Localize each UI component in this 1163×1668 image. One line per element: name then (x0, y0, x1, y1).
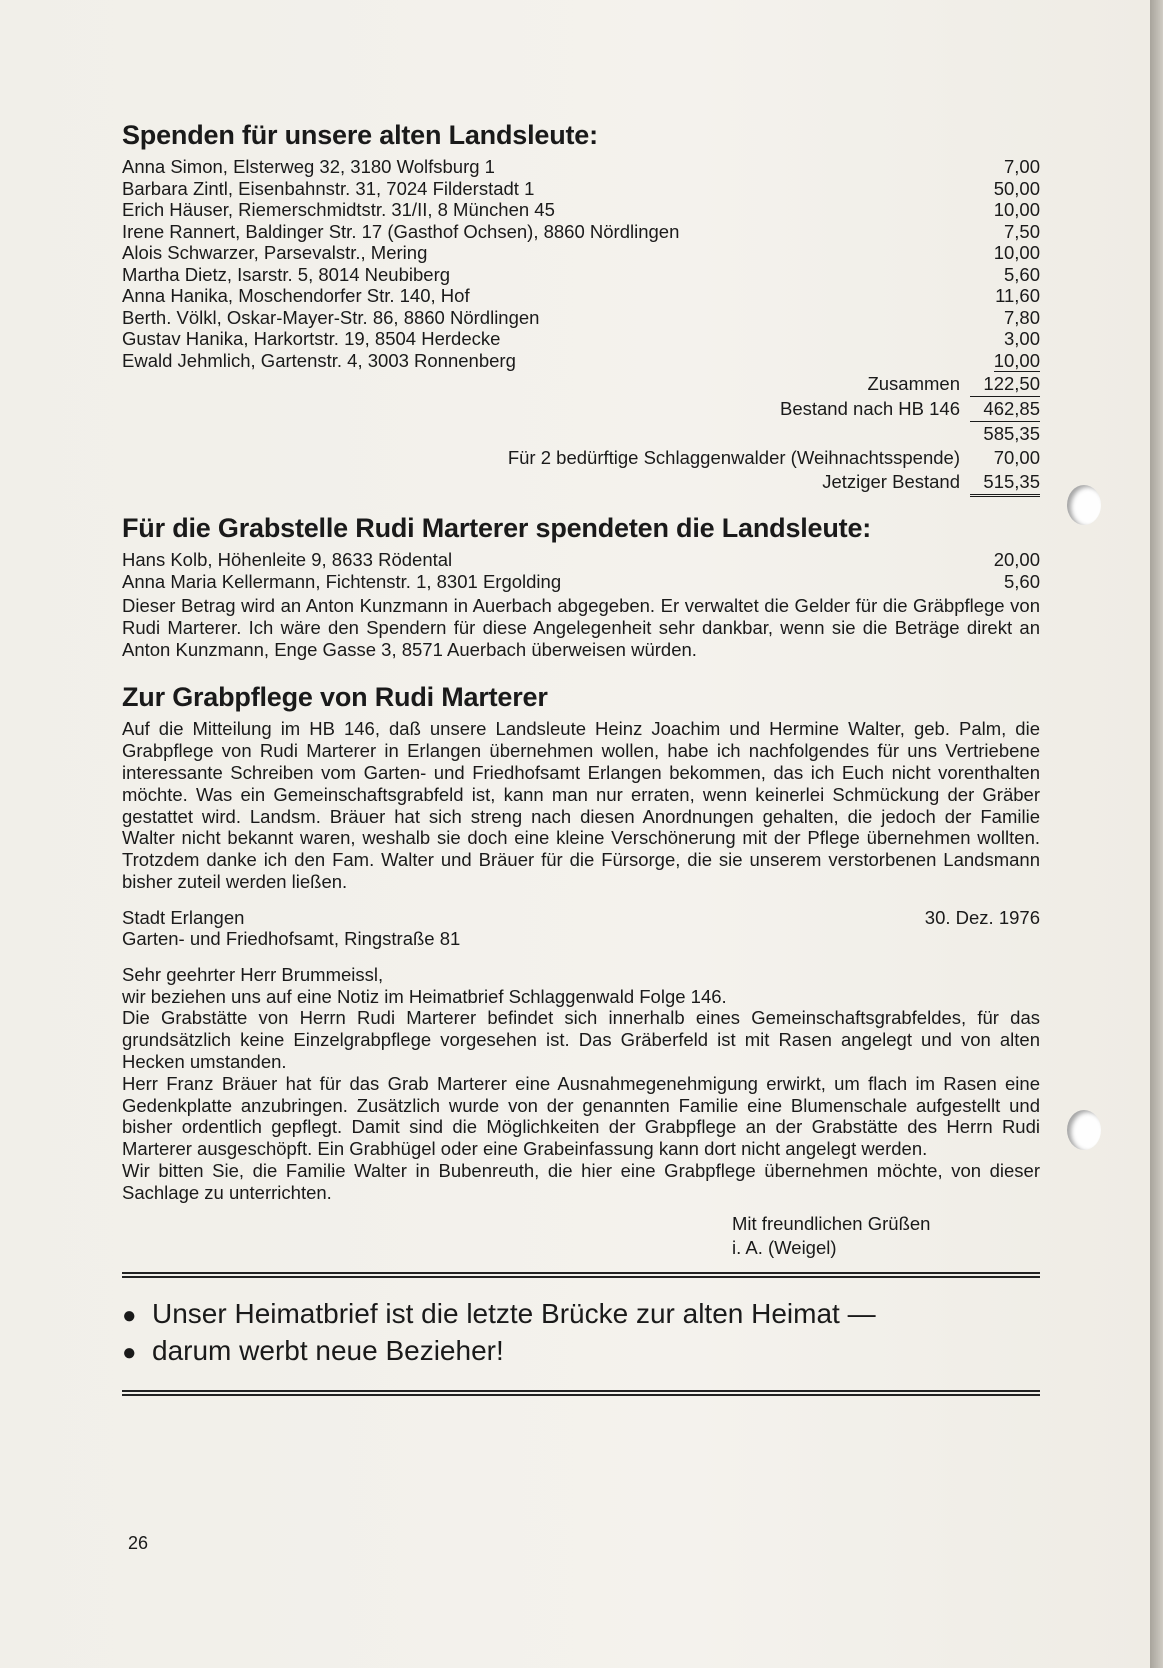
donation-row: Anna Simon, Elsterweg 32, 3180 Wolfsburg 1 7,00 (122, 156, 1040, 177)
letter-paragraph: Herr Franz Bräuer hat für das Grab Marterer eine Ausnahmegenehmigung erwirkt, um flach im Rasen eine Gedenkplatte anzubringen. Zusätzlich wurde von der genannten Familie eine Blumenschale aufgestellt und bisher ordentlich gepflegt. Damit sind die Möglichkeiten der Grabpflege an der Grabstätte des Herrn Rudi Marterer ausgeschöpft. Ein Grabhügel oder eine Grabeinfassung kann dort nicht angelegt werden. (122, 1072, 1040, 1160)
section2-text: Dieser Betrag wird an Anton Kunzmann in Auerbach abgegeben. Er verwaltet die Gelder für die Gräbpflege von Rudi Marterer. Ich wäre den Spendern für diese Angelegenheit sehr dankbar, wenn sie die Beträge direkt an Anton Kunzmann, Enge Gasse 3, 8571 Auerbach überweisen würden. (122, 595, 1040, 660)
letter-salutation: Sehr geehrter Herr Brummeissl, (122, 963, 384, 985)
subtotal-row: 585,35 (983, 423, 1040, 444)
donation-row: Gustav Hanika, Harkortstr. 19, 8504 Herdecke 3,00 (122, 328, 1040, 349)
page-content (122, 118, 1040, 1396)
donation-row: Berth. Völkl, Oskar-Mayer-Str. 86, 8860 Nördlingen 7,80 (122, 306, 1040, 328)
balance-row: Bestand nach HB 146 462,85 (122, 397, 1040, 422)
section2-title: Für die Grabstelle Rudi Marterer spendeten die Landsleute: (122, 513, 872, 543)
page-number: 26 (128, 1533, 149, 1553)
letter-paragraph: wir beziehen uns auf eine Notiz im Heimatbrief Schlaggenwald Folge 146. (122, 985, 727, 1007)
current-balance-row: Jetziger Bestand 515,35 (122, 470, 1040, 497)
slogan-line: ● Unser Heimatbrief ist die letzte Brücke zur alten Heimat — (122, 1296, 1040, 1333)
donation-row: Anna Maria Kellermann, Fichtenstr. 1, 8301 Ergolding 5,60 (122, 570, 1040, 592)
letter-paragraph: Wir bitten Sie, die Familie Walter in Bubenreuth, die hier eine Grabpflege übernehmen möchte, von dieser Sachlage zu unterrichten. (122, 1159, 1040, 1203)
section1-title: Spenden für unsere alten Landsleute: (122, 120, 598, 150)
donation-row: Hans Kolb, Höhenleite 9, 8633 Rödental 20,00 (122, 549, 1040, 570)
punch-hole (1067, 485, 1101, 525)
donation-row: Anna Hanika, Moschendorfer Str. 140, Hof 11,60 (122, 285, 1040, 306)
slogan-box (122, 1272, 1040, 1396)
donation-list-1 (122, 156, 1040, 372)
donation-row: Alois Schwarzer, Parsevalstr., Mering 10,00 (122, 242, 1040, 263)
letter-sender-address: Garten- und Friedhofsamt, Ringstraße 81 (122, 928, 461, 950)
donation-row: Barbara Zintl, Eisenbahnstr. 31, 7024 Filderstadt 1 50,00 (122, 177, 1040, 199)
divider (122, 1390, 1040, 1396)
donation-row: Irene Rannert, Baldinger Str. 17 (Gasthof Ochsen), 8860 Nördlingen 7,50 (122, 220, 1040, 242)
donation-row: Erich Häuser, Riemerschmidtstr. 31/II, 8 München 45 10,00 (122, 199, 1040, 220)
letter-closing: Mit freundlichen Grüßen i. A. (Weigel) (732, 1212, 931, 1258)
section3-intro: Auf die Mitteilung im HB 146, daß unsere Landsleute Heinz Joachim und Hermine Walter, geb. Palm, die Grabpflege von Rudi Marterer in Erlangen übernehmen wollen, habe ich nachfolgendes für uns Vertriebene interessante Schreiben vom Garten- und Friedhofsamt Erlangen bekommen, das ich Euch nicht vorenthalten möchte. Was ein Gemeinschaftsgrabfeld ist, kann man nur erraten, wenn keinerlei Schmückung der Gräber gestattet wird. Landsm. Bräuer hat sich streng nach diesen Anordnungen gehalten, die jedoch der Familie Walter nicht bekannt waren, weshalb sie doch eine kleine Verschönerung mit der Pflege übernehmen wollten. Trotzdem danke ich den Fam. Walter und Bräuer für die Fürsorge, die sie unserem verstorbenen Landsmann bisher zuteil werden ließen. (122, 718, 1040, 892)
page-edge (1150, 0, 1163, 1668)
bullet-icon: ● (122, 1338, 137, 1366)
slogan-line: ● darum werbt neue Bezieher! (122, 1333, 1040, 1370)
section3-title: Zur Grabpflege von Rudi Marterer (122, 682, 548, 713)
christmas-row: Für 2 bedürftige Schlaggenwalder (Weihnachtsspende) 70,00 (507, 447, 1040, 468)
donation-row: Martha Dietz, Isarstr. 5, 8014 Neubiberg 5,60 (122, 263, 1040, 285)
bullet-icon: ● (122, 1301, 137, 1329)
donation-list-2 (122, 549, 1040, 592)
letter-sender: Stadt Erlangen 30. Dez. 1976 (122, 906, 1040, 928)
punch-hole (1067, 1110, 1101, 1150)
letter-paragraph: Die Grabstätte von Herrn Rudi Marterer befindet sich innerhalb eines Gemeinschaftsgrabfeldes, für das grundsätzlich keine Einzelgrabpflege vorgesehen ist. Das Gräberfeld ist mit Rasen angelegt und von alten Hecken umstanden. (122, 1007, 1040, 1072)
donation-row: Ewald Jehmlich, Gartenstr. 4, 3003 Ronnenberg 10,00 (122, 349, 1040, 371)
totals-block (122, 372, 1040, 497)
total-row: Zusammen 122,50 (122, 372, 1040, 397)
